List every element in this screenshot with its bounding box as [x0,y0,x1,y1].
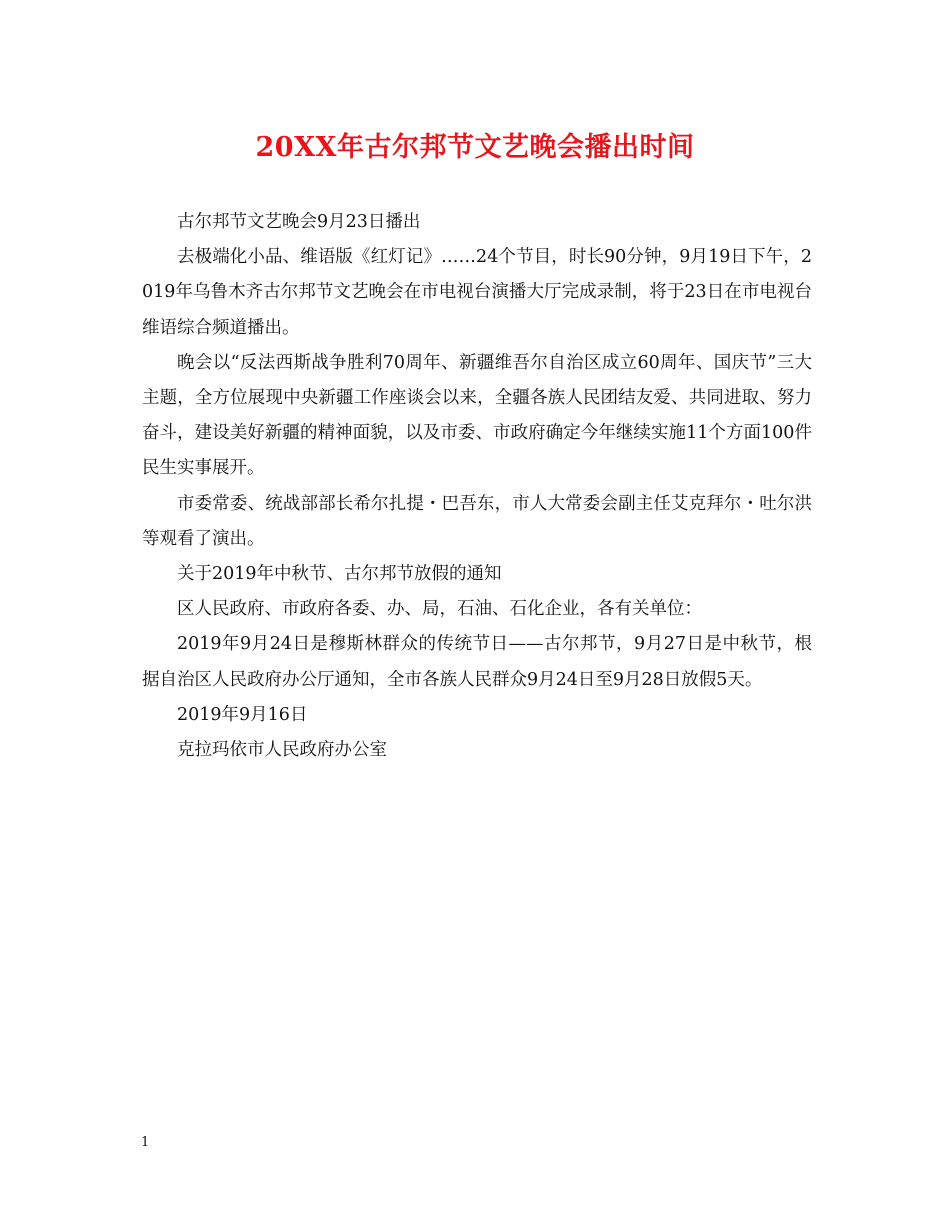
document-body [142,205,812,768]
paragraph: 区人民政府、市政府各委、办、局，石油、石化企业，各有关单位： [177,599,702,620]
document-title: 20XX年古尔邦节文艺晚会播出时间 [255,132,695,163]
page-number: 1 [141,1135,150,1150]
paragraph: 克拉玛依市人民政府办公室 [177,740,387,761]
paragraph: 市委常委、统战部部长希尔扎提・巴吾东，市人大常委会副主任艾克拜尔・吐尔洪等观看了演出。 [142,493,812,549]
paragraph: 去极端化小品、维语版《红灯记》……24个节目，时长90分钟，9月19日下午，2019年乌鲁木齐古尔邦节文艺晚会在市电视台演播大厅完成录制，将于23日在市电视台维语综合频道播出。 [142,247,812,338]
paragraph: 2019年9月24日是穆斯林群众的传统节日——古尔邦节，9月27日是中秋节，根据自治区人民政府办公厅通知，全市各族人民群众9月24日至9月28日放假5天。 [142,634,812,690]
paragraph: 2019年9月16日 [177,704,308,725]
paragraph: 关于2019年中秋节、古尔邦节放假的通知 [177,564,502,585]
paragraph: 晚会以“反法西斯战争胜利70周年、新疆维吾尔自治区成立60周年、国庆节”三大主题，全方位展现中央新疆工作座谈会以来，全疆各族人民团结友爱、共同进取、努力奋斗，建设美好新疆的精神面貌，以及市委、市政府确定今年继续实施11个方面100件民生实事展开。 [142,352,812,479]
paragraph: 古尔邦节文艺晚会9月23日播出 [177,212,421,232]
